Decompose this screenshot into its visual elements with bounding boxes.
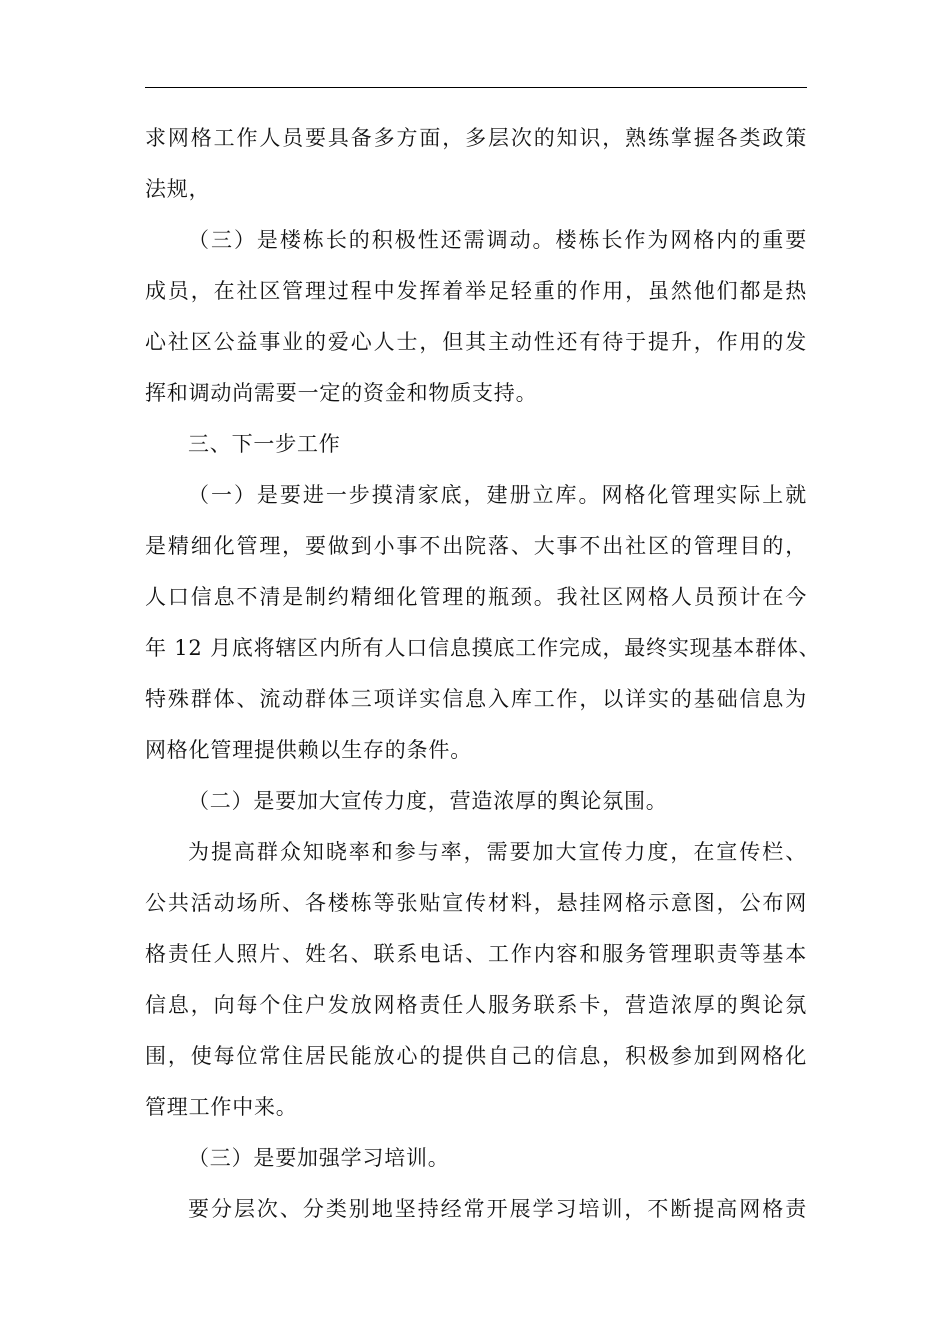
text-line: 成员，在社区管理过程中发挥着举足轻重的作用，虽然他们都是热	[145, 279, 807, 303]
text-line: 信息，向每个住户发放网格责任人服务联系卡，营造浓厚的舆论氛	[145, 993, 807, 1017]
text-line: 求网格工作人员要具备多方面，多层次的知识，熟练掌握各类政策	[145, 126, 807, 150]
text-line: 管理工作中来。	[145, 1095, 298, 1119]
text-line: 特殊群体、流动群体三项详实信息入库工作，以详实的基础信息为	[145, 687, 807, 711]
text-line: （一）是要进一步摸清家底，建册立库。网格化管理实际上就	[188, 483, 807, 507]
text-line: （三）是要加强学习培训。	[188, 1146, 450, 1170]
text-line: 法规，	[145, 177, 211, 201]
header-rule	[145, 87, 807, 88]
text-line: 格责任人照片、姓名、联系电话、工作内容和服务管理职责等基本	[145, 942, 807, 966]
text-line: 心社区公益事业的爱心人士，但其主动性还有待于提升，作用的发	[145, 330, 807, 354]
document-body	[145, 113, 821, 1235]
text-line: 年 12 月底将辖区内所有人口信息摸底工作完成，最终实现基本群体、	[145, 636, 821, 660]
text-line: 挥和调动尚需要一定的资金和物质支持。	[145, 381, 538, 405]
text-line: 公共活动场所、各楼栋等张贴宣传材料，悬挂网格示意图，公布网	[145, 891, 807, 915]
text-line: 网格化管理提供赖以生存的条件。	[145, 738, 472, 762]
section-heading: 三、下一步工作	[188, 432, 341, 456]
text-line: 人口信息不清是制约精细化管理的瓶颈。我社区网格人员预计在今	[145, 585, 807, 609]
text-line: 是精细化管理，要做到小事不出院落、大事不出社区的管理目的，	[145, 534, 807, 558]
text-line: 为提高群众知晓率和参与率，需要加大宣传力度，在宣传栏、	[188, 840, 807, 864]
text-line: （二）是要加大宣传力度，营造浓厚的舆论氛围。	[188, 789, 668, 813]
text-line: 围，使每位常住居民能放心的提供自己的信息，积极参加到网格化	[145, 1044, 807, 1068]
text-line: 要分层次、分类别地坚持经常开展学习培训，不断提高网格责	[188, 1197, 807, 1221]
text-line: （三）是楼栋长的积极性还需调动。楼栋长作为网格内的重要	[188, 228, 807, 252]
